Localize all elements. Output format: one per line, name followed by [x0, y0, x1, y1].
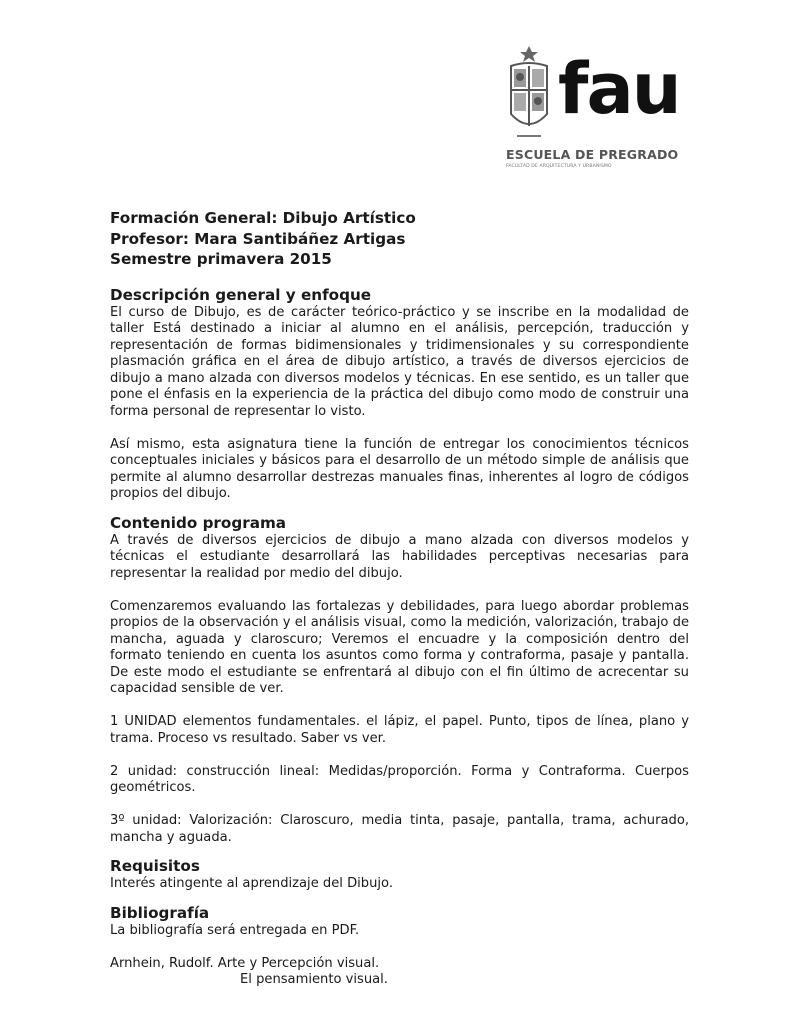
fau-logo: [503, 44, 683, 174]
semester: Semestre primavera 2015: [110, 250, 332, 268]
paragraph: Interés atingente al aprendizaje del Dibujo.: [110, 876, 393, 891]
logo-faculty-line: FACULTAD DE ARQUITECTURA Y URBANISMO: [506, 164, 612, 169]
course-title: Formación General: Dibujo Artístico: [110, 209, 416, 227]
professor-name: Profesor: Mara Santibáñez Artigas: [110, 229, 406, 248]
paragraph: La bibliografía será entregada en PDF.: [110, 922, 360, 938]
university-crest-icon: [503, 44, 555, 142]
unit-2: 2 unidad: construcción lineal: Medidas/proporción. Forma y Contraforma. Cuerpos geométricos.: [110, 763, 689, 795]
paragraph: Comenzaremos evaluando las fortalezas y debilidades, para luego abordar problemas propios de la observación y el análisis visual, como la medición, valorización, trabajo de mancha, aguada y claroscuro; Veremos el encuadre y la composición dentro del formato teniendo en cuenta los asuntos como forma y contraforma, pasaje y pantalla. De este modo el estudiante se enfrentará al dibujo con el fin último de acrecentar su capacidad sensible de ver.: [110, 598, 689, 696]
paragraph: A través de diversos ejercicios de dibujo a mano alzada con diversos modelos y técnicas el estudiante desarrollará las habilidades perceptivas necesarias para representar la realidad por medio del dibujo.: [110, 532, 689, 581]
section-heading-descripcion: Descripción general y enfoque: [110, 285, 372, 304]
unit-1: 1 UNIDAD elementos fundamentales. el lápiz, el papel. Punto, tipos de línea, plano y trama. Proceso vs resultado. Saber vs ver.: [110, 714, 689, 746]
section-heading-bibliografia: Bibliografía: [110, 903, 210, 922]
unit-3: 3º unidad: Valorización: Claroscuro, media tinta, pasaje, pantalla, trama, achurado, mancha y aguada.: [110, 813, 689, 845]
logo-wordmark: fau: [558, 48, 680, 130]
paragraph: Así mismo, esta asignatura tiene la función de entregar los conocimientos técnicos conceptuales iniciales y básicos para el desarrollo de un método simple de análisis que permite al alumno desarrollar destrezas manuales finas, inherentes al logro de códigos propios del dibujo.: [110, 436, 689, 501]
paragraph: El curso de Dibujo, es de carácter teórico-práctico y se inscribe en la modalidad de taller Está destinado a iniciar al alumno en el análisis, percepción, traducción y representación de formas bidimensionales y tridimensionales y su correspondiente plasmación gráfica en el área de dibujo artístico, a través de diversos ejercicios de dibujo a mano alzada con diversos modelos y técnicas. En ese sentido, es un taller que pone el énfasis en la experiencia de la práctica del dibujo como modo de construir una forma personal de representar lo visto.: [110, 304, 689, 419]
section-heading-contenido: Contenido programa: [110, 513, 287, 532]
bibliography-reference: Arnhein, Rudolf. Arte y Percepción visual.: [110, 955, 380, 971]
document-body: [110, 208, 689, 989]
section-heading-requisitos: Requisitos: [110, 857, 200, 875]
logo-subtitle: ESCUELA DE PREGRADO: [506, 147, 679, 162]
bibliography-reference: El pensamiento visual.: [240, 972, 388, 987]
